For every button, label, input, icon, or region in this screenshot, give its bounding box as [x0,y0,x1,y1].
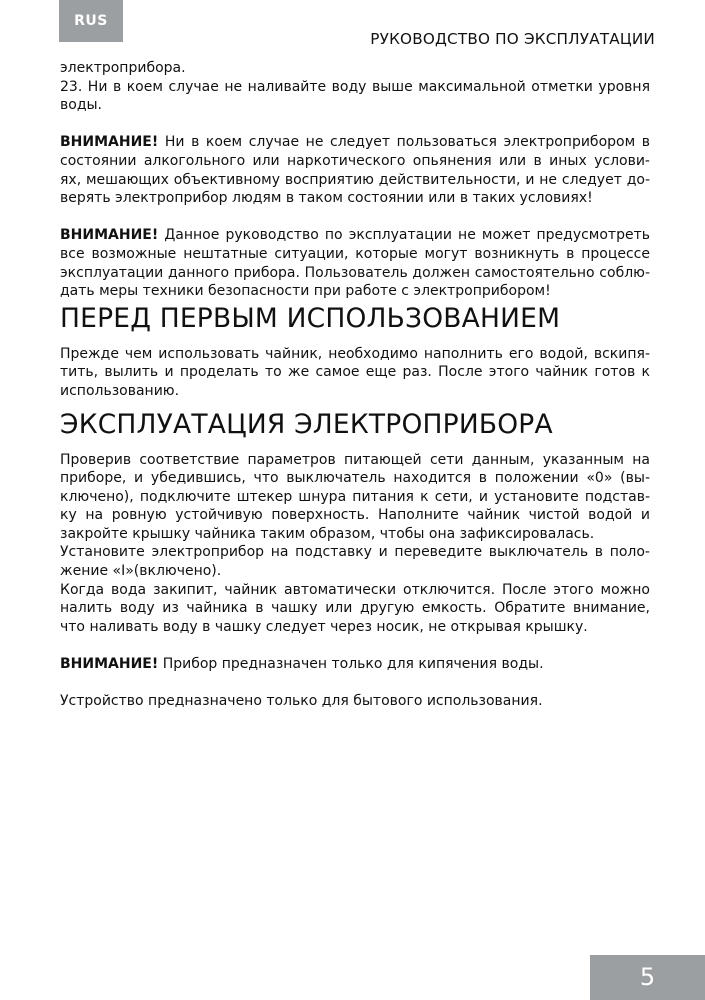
text-line: приборе, и убедившись, что выключатель находится в положении «0» (вы- [60,470,650,487]
text-line: эксплуатации данного прибора. Пользователь должен самостоятельно соблю- [60,264,650,281]
warning-paragraph-1 [60,133,650,207]
section-heading-before-first-use: ПЕРЕД ПЕРВЫМ ИСПОЛЬЗОВАНИЕМ [60,302,561,334]
text-line: дать меры техники безопасности при работе с электроприбором! [60,283,551,300]
text-line: все возможные нештатные ситуации, которые могут возникнуть в процессе [60,245,650,262]
household-note: Устройство предназначено только для бытового использования. [60,693,543,710]
text-line: Проверив соответствие параметров питающей сети данным, указанным на [60,451,650,468]
text-line: ключено), подключите штекер шнура питания к сети, и установите подстав- [60,488,650,505]
page-number: 5 [590,955,705,1000]
text-line [60,226,650,245]
text-line: жение «I»(включено). [60,563,222,580]
intro-paragraph [60,59,650,115]
text-line: Когда вода закипит, чайник автоматически отключится. После этого можно [60,581,650,598]
header-title: РУКОВОДСТВО ПО ЭКСПЛУАТАЦИИ [370,30,655,48]
operation-paragraph [60,451,650,637]
warning-paragraph-2 [60,226,650,300]
text-line: Прежде чем использовать чайник, необходимо наполнить его водой, вскипя- [60,345,650,362]
text-line: использованию. [60,382,180,399]
text-line: состоянии алкогольного или наркотического опьянения или в иных услови- [60,152,650,169]
text-line: что наливать воду в чашку следует через носик, не открывая крышку. [60,618,588,635]
warning-label: ВНИМАНИЕ! [60,134,159,151]
text-line: налить воду из чайника в чашку или другую емкость. Обратите внимание, [60,600,650,617]
text-line: Установите электроприбор на подставку и переведите выключатель в поло- [60,544,650,561]
text-line: воды. [60,97,102,114]
text-line: ях, мешающих объективному восприятию действительности, и не следует до- [60,171,650,188]
text-line: ку на ровную устойчивую поверхность. Наполните чайник чистой водой и [60,507,650,524]
warning-label: ВНИМАНИЕ! [60,227,159,244]
text-line [60,133,650,152]
page-content [60,59,650,729]
before-first-use-paragraph [60,345,650,401]
warning-label: ВНИМАНИЕ! [60,656,159,673]
warning-text: Ни в коем случае не следует пользоваться электроприбором в [158,134,650,151]
text-line: тить, вылить и проделать то же самое еще раз. После этого чайник готов к [60,364,650,381]
warning-text: Прибор предназначен только для кипячения воды. [158,656,544,673]
text-line: 23. Ни в коем случае не наливайте воду выше максимальной отметки уровня [60,78,650,95]
section-heading-operation: ЭКСПЛУАТАЦИЯ ЭЛЕКТРОПРИБОРА [60,408,553,440]
warning-text: Данное руководство по эксплуатации не может предусмотреть [158,227,650,244]
text-line: электроприбора. [60,60,186,76]
text-line [60,655,650,674]
warning-paragraph-3 [60,655,650,674]
text-line: закройте крышку чайника таким образом, чтобы она зафиксировалась. [60,525,595,542]
household-note-paragraph [60,692,650,711]
text-line: верять электроприбор людям в таком состоянии или в таких условиях! [60,190,593,207]
language-tab: RUS [59,0,123,42]
